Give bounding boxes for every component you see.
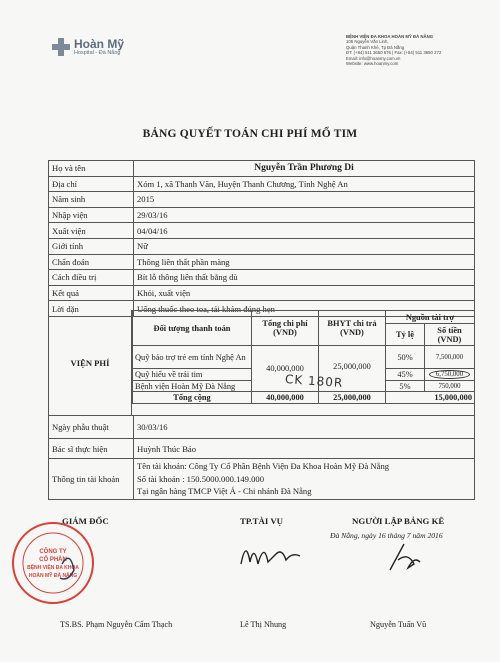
row-value: Bít lỗ thông liên thất bằng dù [134,270,475,286]
table-row [49,416,475,439]
table-row [133,392,475,404]
row-label: Ngày phẫu thuật [49,416,134,439]
table-row [49,459,475,500]
amount-cell [425,369,475,381]
row-value: 30/03/16 [134,416,475,439]
row-value: 04/04/16 [134,223,475,239]
merged-total-cell: 40,000,000 [252,346,319,392]
row-label: Lời dặn [49,301,134,317]
amount-cell: 750,000 [425,381,475,392]
row-value: 2015 [134,192,475,208]
signature-preparer-icon [384,536,424,576]
handwritten-note: CK 180R [284,371,344,391]
header-total: Tổng chi phí (VND) [252,311,319,346]
payer-cell: Bệnh viện Hoàn Mỹ Đà Nẵng [133,381,252,392]
row-value: Thông liên thất phần màng [134,254,475,270]
table-row [49,161,475,177]
date-line: Đà Nẵng, ngày 16 tháng 7 năm 2016 [330,531,443,540]
cross-icon [52,38,70,56]
row-label: Nhập viện [49,207,134,223]
patient-info-table [48,160,475,317]
hospital-info-line: ĐT: (+84) 511 3650 676 | Fax: (+84) 511 3650 272 [346,50,442,56]
signature-finance-icon [236,534,306,574]
logo-subtitle: Hospital - Đà Nẵng [74,50,121,56]
header-amount: Số tiền (VND) [425,324,475,346]
table-row [49,238,475,254]
row-label: Giới tính [49,238,134,254]
table-row [49,176,475,192]
table-row [133,311,475,324]
account-line: Số tài khoản : 150.5000.000.149.000 [137,473,264,484]
table-row [133,346,475,369]
logo-name: Hoàn Mỹ [74,37,125,51]
rate-cell: 45% [386,369,425,381]
signature-title-director: GIÁM ĐỐC [62,516,109,526]
header-funding: Nguồn tài trợ [386,311,475,324]
rate-cell: 5% [386,381,425,392]
document-title: BẢNG QUYẾT TOÁN CHI PHÍ MỔ TIM [142,128,358,140]
row-label: Năm sinh [49,192,134,208]
signature-name-preparer: Nguyễn Tuấn Vũ [370,620,427,629]
hospital-info-line: Email: info@hoanmy.com.vn [346,55,401,61]
hospital-info-line: Quận Thanh Khê, Tp Đà Nẵng [346,44,405,50]
table-row [49,192,475,208]
fee-section-label: VIỆN PHÍ [49,310,132,416]
row-value: Nữ [134,238,475,254]
total-bhyt: 25,000,000 [319,392,386,404]
table-row [49,439,475,459]
table-row [49,254,475,270]
payer-cell: Quỹ bảo trợ trẻ em tỉnh Nghệ An [133,346,252,369]
hospital-info-line: BỆNH VIỆN ĐA KHOA HOÀN MỸ ĐÀ NẴNG [346,34,434,39]
seal-line: CỔ PHẦN [39,557,67,563]
row-label: Cách điều trị [49,270,134,286]
seal-line: BỆNH VIỆN ĐA KHOA [27,565,79,571]
table-row [49,223,475,239]
row-label: Bác sĩ thực hiện [49,439,134,459]
signature-title-finance: TP.TÀI VỤ [240,516,284,526]
row-value: Huỳnh Thúc Bảo [134,439,475,459]
fee-section [48,310,475,416]
seal-line: HOÀN MỸ ĐÀ NẴNG [28,573,78,579]
header-rate: Tỷ lệ [386,324,425,346]
signature-title-preparer: NGƯỜI LẬP BẢNG KÊ [352,516,445,526]
patient-name: Nguyễn Trần Phương Di [134,161,475,177]
hospital-logo [52,38,124,56]
total-label: Tổng cộng [133,392,252,404]
row-value: Khỏi, xuất viện [134,285,475,301]
row-label: Chẩn đoán [49,254,134,270]
merged-bhyt-cell: 25,000,000 [319,346,386,392]
account-line: Tại ngân hàng TMCP Việt Á - Chi nhánh Đà Nẵng [137,486,312,497]
table-row [49,270,475,286]
signature-name-finance: Lê Thị Nhung [240,620,287,629]
row-value: Uống thuốc theo toa, tái khám đúng hẹn [134,301,475,317]
signature-name-director: TS.BS. Phạm Nguyễn Cẩm Thạch [60,620,173,629]
header-payer: Đối tượng thanh toán [133,311,252,346]
seal-line: CÔNG TY [39,549,67,555]
row-label: Thông tin tài khoản [49,459,134,500]
row-value: Xóm 1, xã Thanh Văn, Huyện Thanh Chương, Tỉnh Nghệ An [134,176,475,192]
total-amount: 15,000,000 [386,392,475,404]
row-label: Họ và tên [49,161,134,177]
hospital-info-line: Website: www.hoanmy.com [346,61,399,67]
row-label: Xuất viện [49,223,134,239]
fee-table [132,310,475,404]
table-row [49,207,475,223]
table-row [49,285,475,301]
amount-cell: 7,500,000 [425,346,475,369]
row-value: 29/03/16 [134,207,475,223]
header-bhyt: BHYT chi trả (VND) [319,311,386,346]
hospital-info-line: 105 Nguyễn Văn Linh, [346,39,389,45]
total-cost: 40,000,000 [252,392,319,404]
rate-cell: 50% [386,346,425,369]
hospital-contact-info [346,34,476,66]
account-details [134,459,475,500]
account-line: Tên tài khoản: Công Ty Cổ Phần Bệnh Viện Đa Khoa Hoàn Mỹ Đà Nẵng [137,461,390,472]
row-label: Địa chỉ [49,176,134,192]
surgery-info-table [48,416,475,500]
row-label: Kết quả [49,285,134,301]
circled-amount: 6,750,000 [429,370,470,379]
company-seal-icon [10,520,96,606]
payer-cell: Quỹ hiểu về trái tim [133,369,252,381]
